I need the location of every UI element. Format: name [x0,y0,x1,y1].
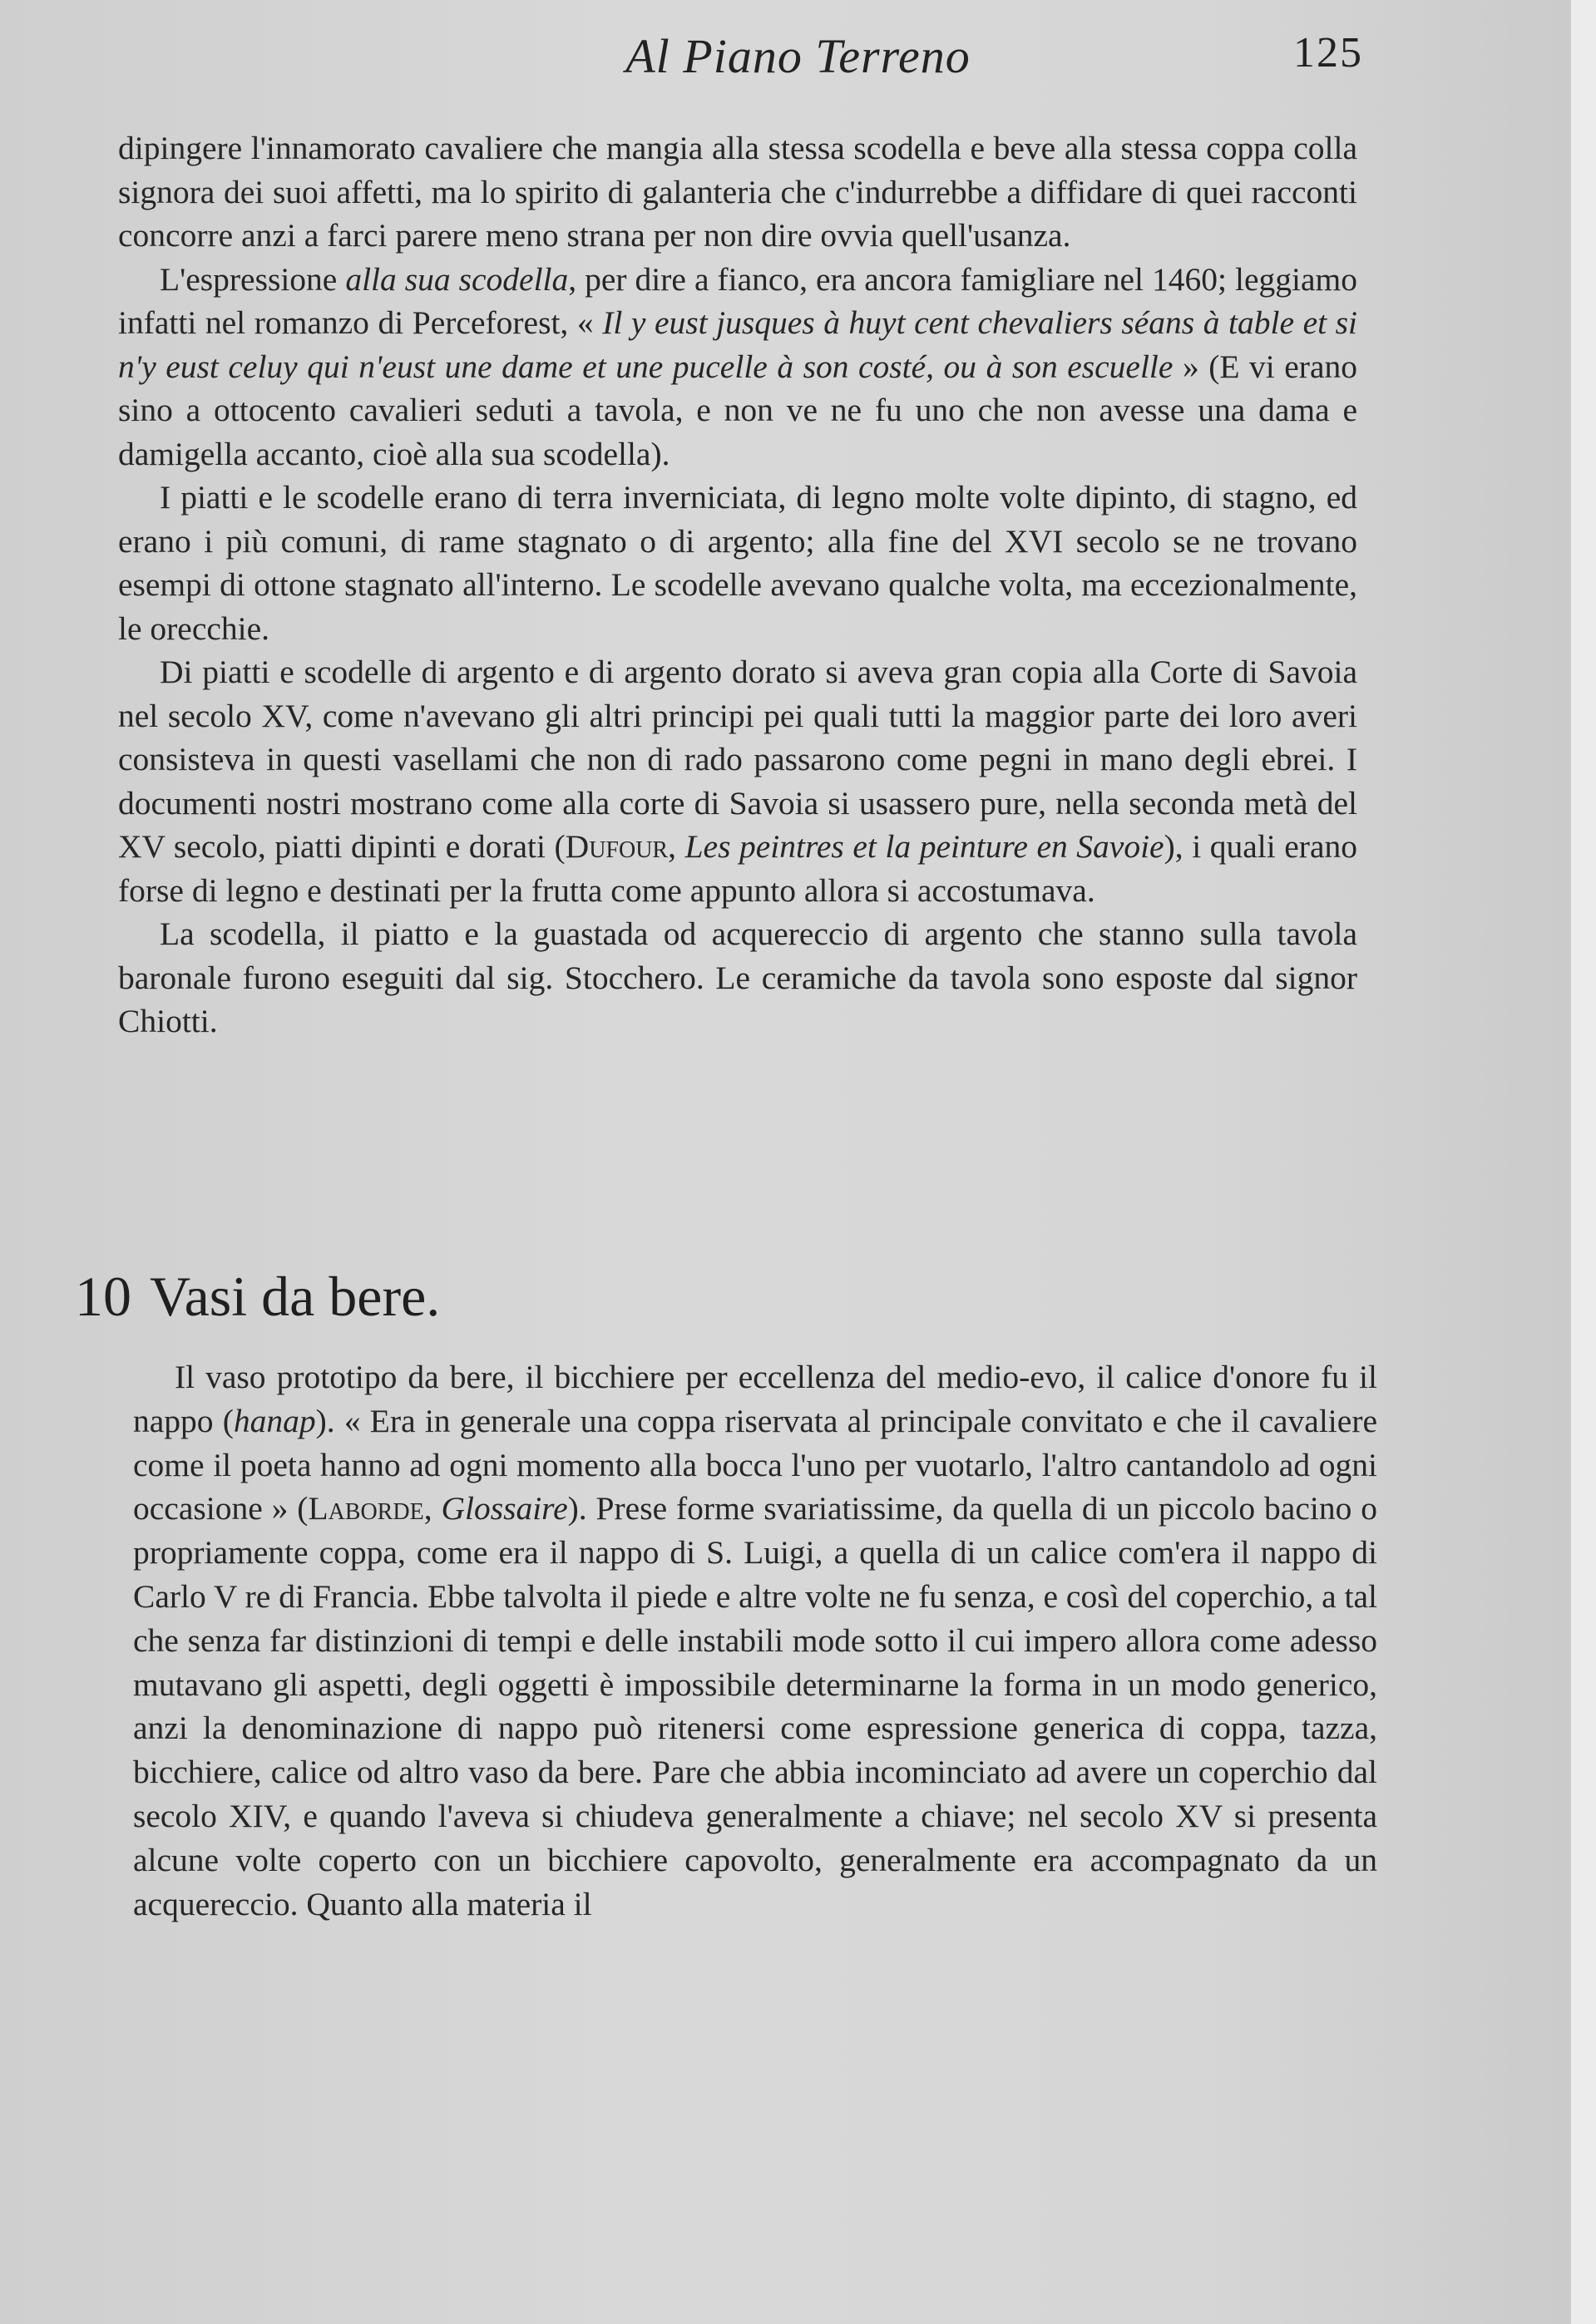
paragraph [118,476,1357,650]
section-title: Vasi da bere. [150,1265,441,1328]
paragraph [118,258,1357,476]
text-run: ), i quali erano forse di legno e destinati per la frutta come appunto allora si accostumava. [118,828,1357,909]
paragraph [118,650,1357,912]
text-run: Il vaso prototipo da bere, il bicchiere per eccellenza del medio-evo, il calice d'onore fu il nappo ( [133,1359,1377,1439]
italic-text: Les peintres et la peinture en Savoie [684,828,1164,865]
text-run: La scodella, il piatto e la guastada od acquereccio di argento che stanno sulla tavola baronale furono eseguiti dal sig. Stocchero. Le ceramiche da tavola sono esposte dal signor Chiotti. [118,915,1357,1039]
text-run: , [668,828,685,865]
italic-text: Il y eust jusques à huyt cent chevaliers séans à table et si n'y eust celuy qui n'eust une dame et une pucelle à son costé, ou à son escuelle [118,304,1357,385]
text-run: , [423,1490,442,1527]
text-run: ). Prese forme svariatissime, da quella di un piccolo bacino o propriamente coppa, come era il nappo di S. Luigi, a quella di un calice com'era il nappo di Carlo V re di Francia. Ebbe talvolta il piede e altre volte ne fu senza, e così del coperchio, a tal che senza far distinzioni di tempi e delle instabili mode sotto il cui impero allora come adesso mutavano gli aspetti, degli oggetti è impossibile determinarne la forma in un modo generico, anzi la denominazione di nappo può ritenersi come espressione generica di coppa, tazza, bicchiere, calice od altro vaso da bere. Pare che abbia incominciato ad avere un coperchio dal secolo XIV, e quando l'aveva si chiudeva generalmente a chiave; nel secolo XV si presenta alcune volte coperto con un bicchiere capovolto, generalmente era accompagnato da un acquereccio. Quanto alla materia il [133,1490,1377,1922]
page-edge [1571,0,1596,2324]
italic-text: Glossaire [441,1490,568,1527]
paragraph [118,126,1357,258]
text-run: Di piatti e scodelle di argento e di argento dorato si aveva gran copia alla Corte di Savoia nel secolo XV, come n'avevano gli altri principi pei quali tutti la maggior parte dei loro averi consisteva in questi vasellami che non di rado passarono come pegni in mano degli ebrei. I documenti nostri mostrano come alla corte di Savoia si usassero pure, nella seconda metà del XV secolo, piatti dipinti e dorati ( [118,654,1357,865]
italic-text: alla sua scodella [345,260,569,298]
text-run: I piatti e le scodelle erano di terra inverniciata, di legno molte volte dipinto, di stagno, ed erano i più comuni, di rame stagnato o di argento; alla fine del XVI secolo se ne trovano esempi di ottone stagnato all'interno. Le scodelle avevano qualche volta, ma eccezionalmente, le orecchie. [118,479,1357,647]
section-heading [75,1264,440,1330]
text-run: » (E vi erano sino a ottocento cavalieri seduti a tavola, e non ve ne fu uno che non avesse una dama e damigella accanto, cioè alla sua scodella). [118,348,1357,472]
section-text [133,1355,1377,1926]
paragraph [118,912,1357,1044]
page-header [0,23,1596,90]
text-run: , per dire a fianco, era ancora famigliare nel 1460; leggiamo infatti nel romanzo di Perceforest, « [118,260,1357,341]
section-number: 10 [75,1265,131,1328]
text-run: dipingere l'innamorato cavaliere che mangia alla stessa scodella e beve alla stessa coppa colla signora dei suoi affetti, ma lo spirito di galanteria che c'indurrebbe a diffidare di quei racconti concorre anzi a farci parere meno strana per non dire ovvia quell'usanza. [118,130,1357,254]
main-text [118,126,1357,1044]
paragraph [133,1355,1377,1926]
author-name: Dufour [565,828,669,865]
running-title: Al Piano Terreno [625,29,971,83]
italic-text: hanap [233,1402,316,1439]
author-name: Laborde [308,1490,424,1527]
page-number: 125 [1293,29,1363,76]
text-run: L'espressione [160,260,346,298]
text-run: ). « Era in generale una coppa riservata al principale convitato e che il cavaliere come il poeta hanno ad ogni momento alla bocca l'uno per vuotarlo, l'altro cantandolo ad ogni occasione » ( [133,1402,1377,1527]
